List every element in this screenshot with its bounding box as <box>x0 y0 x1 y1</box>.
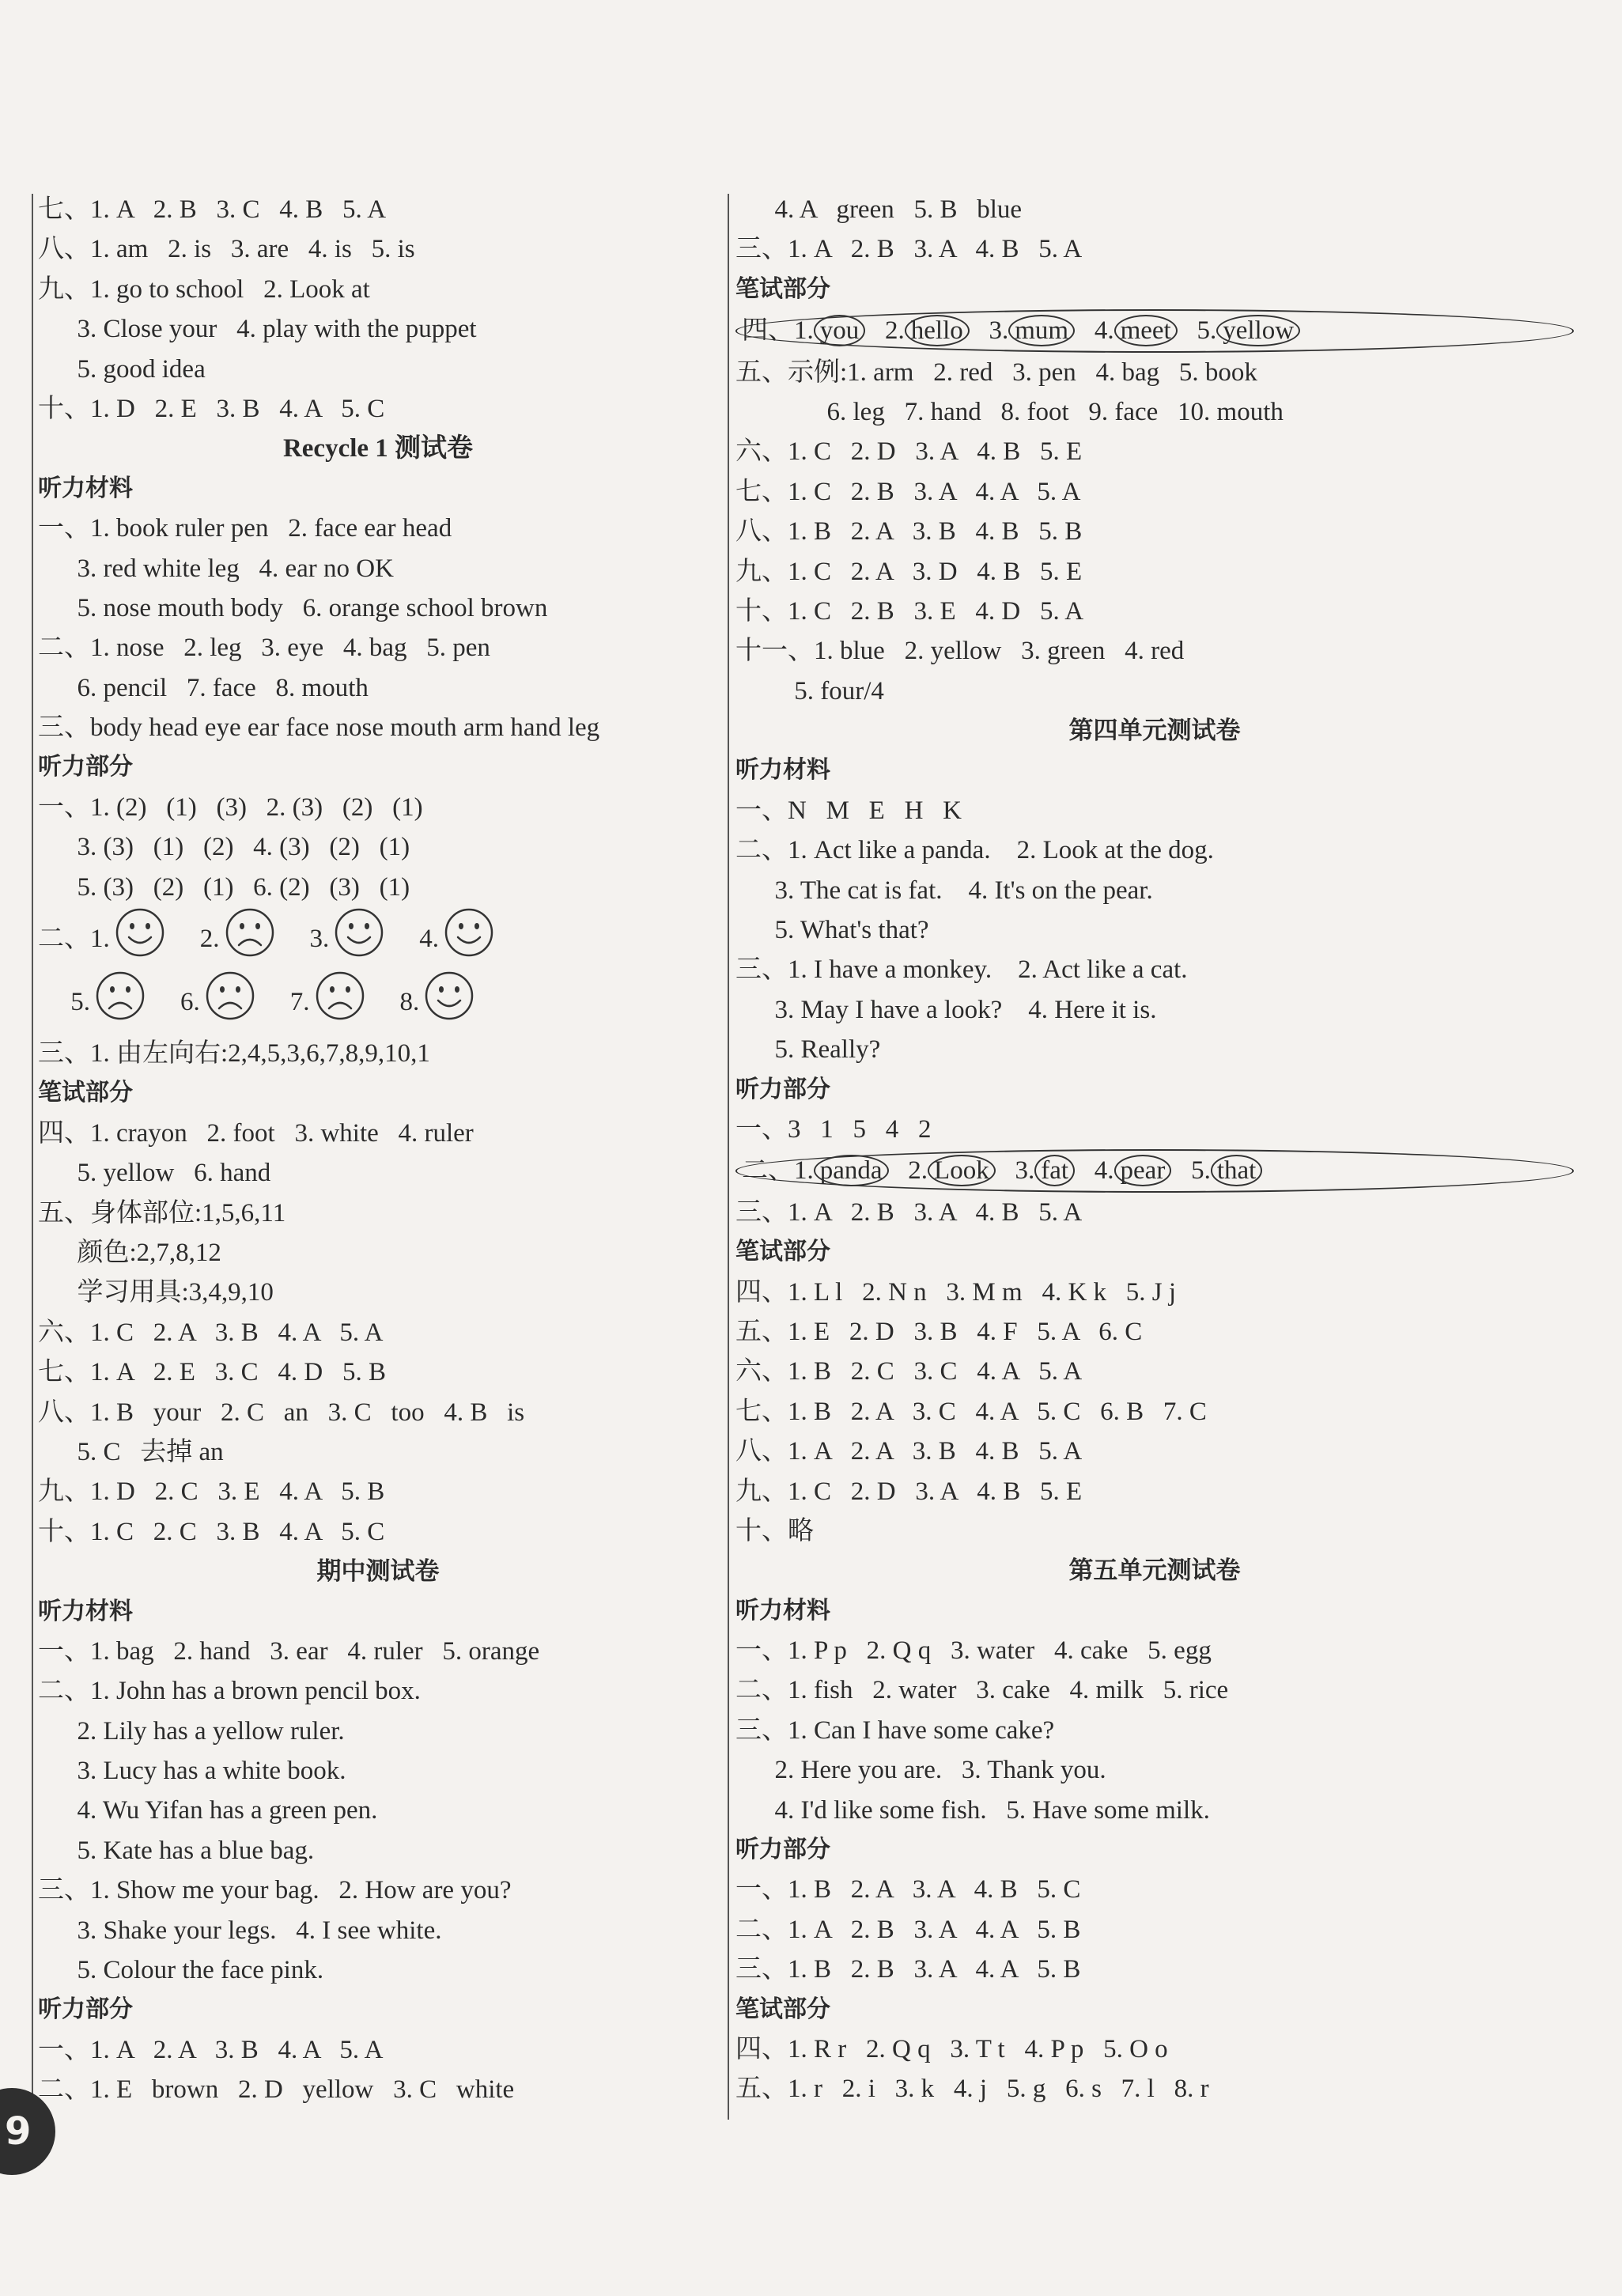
answer-line: 3. red white leg 4. ear no OK <box>38 554 394 583</box>
answer-number: 5. <box>1197 316 1217 346</box>
answer-line: 一、1. B 2. A 3. A 4. B 5. C <box>735 1875 1081 1905</box>
answer-line: 一、1. A 2. A 3. B 4. A 5. A <box>38 2035 384 2064</box>
spacer <box>865 316 885 345</box>
sad-face-icon <box>315 970 365 1033</box>
page-number: 9 <box>5 2109 32 2154</box>
answer-number: 5. <box>1191 1156 1211 1186</box>
answer-line: 3. (3) (1) (2) 4. (3) (2) (1) <box>38 833 410 862</box>
sad-face-icon <box>205 970 255 1033</box>
spacer <box>1075 1156 1095 1185</box>
answer-line: 一、1. bag 2. hand 3. ear 4. ruler 5. orange <box>38 1636 540 1666</box>
answer-line: 五、示例:1. arm 2. red 3. pen 4. bag 5. book <box>735 357 1257 387</box>
faces-row <box>38 970 718 1034</box>
answer-line: 三、1. I have a monkey. 2. Act like a cat. <box>735 955 1188 985</box>
answer-line: 一、N M E H K <box>735 796 962 825</box>
answer-line: 十、1. C 2. C 3. B 4. A 5. C <box>38 1517 385 1546</box>
left-rule <box>32 194 33 2120</box>
answer-line: 5. yellow 6. hand <box>38 1159 271 1188</box>
smiley-face-icon <box>115 907 165 970</box>
face-number: 5. <box>70 987 90 1016</box>
sad-face-icon <box>95 970 146 1033</box>
section-heading: 笔试部分 <box>735 1238 830 1266</box>
section-heading: 听力部分 <box>38 753 133 781</box>
section-heading: 笔试部分 <box>38 1079 133 1107</box>
faces-row <box>38 907 718 970</box>
answer-line: 九、1. D 2. C 3. E 4. A 5. B <box>38 1477 385 1507</box>
answer-line: 四、1. crayon 2. foot 3. white 4. ruler <box>38 1118 474 1148</box>
answer-number: 1. <box>794 1156 814 1186</box>
answer-line: 六、1. B 2. C 3. C 4. A 5. A <box>735 1357 1083 1386</box>
answer-number: 3. <box>989 316 1009 346</box>
column-divider <box>728 194 729 2120</box>
answer-line: 十一、1. blue 2. yellow 3. green 4. red <box>735 637 1185 666</box>
section-heading: 听力材料 <box>735 756 830 785</box>
answer-line: 5. nose mouth body 6. orange school brown <box>38 593 548 622</box>
test-title: Recycle 1 测试卷 <box>282 434 474 463</box>
face-answer <box>180 970 260 1033</box>
answer-line: 5. good idea <box>38 354 206 384</box>
answer-line: 四、1. L l 2. N n 3. M m 4. K k 5. J j <box>735 1277 1177 1307</box>
section-heading: 听力部分 <box>735 1836 830 1864</box>
face-answer <box>400 970 480 1033</box>
answer-line: 七、1. A 2. E 3. C 4. D 5. B <box>38 1358 387 1387</box>
face-number: 6. <box>180 987 200 1016</box>
faces-prefix <box>38 982 70 1022</box>
spacer <box>1075 316 1095 345</box>
test-title: 期中测试卷 <box>316 1557 440 1587</box>
answer-line: 五、1. r 2. i 3. k 4. j 5. g 6. s 7. l 8. r <box>735 2075 1209 2104</box>
face-answer <box>290 970 370 1033</box>
circled-word: that <box>1211 1155 1262 1186</box>
answer-line: 6. leg 7. hand 8. foot 9. face 10. mouth <box>735 397 1284 426</box>
spacer <box>1300 316 1320 345</box>
answer-line: 颜色:2,7,8,12 <box>38 1238 221 1267</box>
section-heading: 听力部分 <box>38 1995 133 2024</box>
smiley-face-icon <box>444 907 494 970</box>
face-number: 8. <box>399 987 420 1016</box>
answer-line: 4. I'd like some fish. 5. Have some milk. <box>735 1795 1210 1825</box>
answer-number: 3. <box>1015 1156 1035 1186</box>
answer-number: 2. <box>908 1156 928 1186</box>
face-answer <box>200 907 280 970</box>
answer-line: 6. pencil 7. face 8. mouth <box>38 673 369 702</box>
spacer <box>1171 1156 1191 1185</box>
circled-word: hello <box>905 315 970 346</box>
smiley-face-icon <box>334 907 384 970</box>
answer-line: 4. Wu Yifan has a green pen. <box>38 1796 378 1825</box>
answer-line: 十、略 <box>735 1516 814 1545</box>
answer-line: 二、1. Act like a panda. 2. Look at the dog. <box>735 836 1214 865</box>
answer-line: 九、1. C 2. D 3. A 4. B 5. E <box>735 1477 1083 1506</box>
answer-line: 二、1. fish 2. water 3. cake 4. milk 5. rice <box>735 1676 1229 1705</box>
face-answer <box>419 907 499 970</box>
circled-word: pear <box>1114 1155 1172 1186</box>
answer-line: 三、1. A 2. B 3. A 4. B 5. A <box>735 1197 1083 1227</box>
spacer <box>1262 1156 1282 1185</box>
answer-line: 5. Really? <box>735 1035 881 1065</box>
answer-line: 一、3 1 5 4 2 <box>735 1114 932 1144</box>
section-heading: 笔试部分 <box>735 274 830 303</box>
answer-number: 4. <box>1094 1156 1114 1186</box>
circled-word: meet <box>1114 315 1178 346</box>
answer-line: 三、1. Show me your bag. 2. How are you? <box>38 1876 512 1905</box>
spacer <box>889 1156 909 1185</box>
answer-line: 一、1. (2) (1) (3) 2. (3) (2) (1) <box>38 792 423 822</box>
answer-line: 三、1. Can I have some cake? <box>735 1715 1055 1745</box>
answer-line: 三、1. B 2. B 3. A 4. A 5. B <box>735 1955 1081 1984</box>
circled-word: Look <box>928 1155 996 1186</box>
answer-line: 四、1. R r 2. Q q 3. T t 4. P p 5. O o <box>735 2034 1168 2063</box>
answer-line: 5. C 去掉 an <box>38 1437 224 1466</box>
answer-line: 八、1. B 2. A 3. B 4. B 5. B <box>735 517 1083 547</box>
answer-line: 二、1. John has a brown pencil box. <box>38 1677 421 1706</box>
answer-line: 3. Close your 4. play with the puppet <box>38 315 477 344</box>
spacer <box>1178 316 1197 345</box>
answer-line: 三、body head eye ear face nose mouth arm hand leg <box>38 713 600 743</box>
answer-line: 二、1. A 2. B 3. A 4. A 5. B <box>735 1915 1081 1944</box>
answer-line: 3. Shake your legs. 4. I see white. <box>38 1916 442 1945</box>
spacer <box>970 316 989 345</box>
circled-word: panda <box>814 1155 889 1186</box>
circled-word: mum <box>1008 315 1075 346</box>
answer-line: 六、1. C 2. A 3. B 4. A 5. A <box>38 1318 384 1347</box>
answer-line: 十、1. D 2. E 3. B 4. A 5. C <box>38 394 385 423</box>
answer-line: 三、1. 由左向右:2,4,5,3,6,7,8,9,10,1 <box>38 1039 430 1069</box>
answer-line: 学习用具:3,4,9,10 <box>38 1278 274 1307</box>
right-column <box>735 190 1574 2109</box>
answer-line: 二、1. E brown 2. D yellow 3. C white <box>38 2075 515 2105</box>
row-prefix: 二、 <box>742 1156 794 1186</box>
answer-line: 4. A green 5. B blue <box>735 195 1023 224</box>
answer-line: 3. The cat is fat. 4. It's on the pear. <box>735 876 1153 905</box>
left-column <box>38 190 718 2110</box>
answer-number: 1. <box>794 316 814 346</box>
face-number: 3. <box>309 924 330 953</box>
answer-line: 七、1. A 2. B 3. C 4. B 5. A <box>38 195 387 224</box>
face-number: 2. <box>199 924 220 953</box>
answer-line: 2. Here you are. 3. Thank you. <box>735 1756 1106 1785</box>
answer-line: 5. (3) (2) (1) 6. (2) (3) (1) <box>38 872 410 902</box>
answer-line: 二、1. nose 2. leg 3. eye 4. bag 5. pen <box>38 634 490 663</box>
section-heading: 听力材料 <box>38 1597 133 1625</box>
spacer <box>996 1156 1015 1185</box>
section-heading: 听力材料 <box>38 474 133 502</box>
section-heading: 笔试部分 <box>735 1995 830 2023</box>
row-prefix: 四、 <box>742 316 794 346</box>
answer-line: 3. Lucy has a white book. <box>38 1757 346 1786</box>
answer-line: 一、1. book ruler pen 2. face ear head <box>38 514 452 543</box>
answer-line: 3. May I have a look? 4. Here it is. <box>735 995 1157 1024</box>
answer-line: 三、1. A 2. B 3. A 4. B 5. A <box>735 235 1083 264</box>
test-title: 第五单元测试卷 <box>1068 1557 1241 1586</box>
answer-line: 六、1. C 2. D 3. A 4. B 5. E <box>735 437 1083 467</box>
section-heading: 听力部分 <box>735 1075 830 1103</box>
answer-line: 七、1. C 2. B 3. A 4. A 5. A <box>735 477 1081 506</box>
face-answer <box>70 970 150 1033</box>
answer-line: 八、1. am 2. is 3. are 4. is 5. is <box>38 235 415 264</box>
faces-prefix: 二、 <box>38 924 90 953</box>
answer-line: 5. Kate has a blue bag. <box>38 1836 315 1865</box>
face-answer <box>310 907 390 970</box>
answer-line: 十、1. C 2. B 3. E 4. D 5. A <box>735 596 1084 626</box>
answer-line: 5. four/4 <box>735 676 884 705</box>
sad-face-icon <box>225 907 275 970</box>
answer-number: 4. <box>1094 316 1114 346</box>
circled-word: fat <box>1034 1155 1075 1186</box>
face-answer <box>90 907 170 970</box>
circled-word: yellow <box>1216 315 1300 346</box>
circled-answers-row <box>735 309 1574 352</box>
test-title: 第四单元测试卷 <box>1068 717 1241 746</box>
answer-line: 九、1. go to school 2. Look at <box>38 274 370 304</box>
answer-line: 2. Lily has a yellow ruler. <box>38 1716 345 1746</box>
answer-number: 2. <box>885 316 905 346</box>
answer-line: 5. What's that? <box>735 916 929 945</box>
smiley-face-icon <box>424 970 475 1033</box>
face-number: 1. <box>90 924 110 953</box>
circled-word: you <box>814 315 866 346</box>
answer-line: 五、1. E 2. D 3. B 4. F 5. A 6. C <box>735 1317 1143 1346</box>
section-heading: 听力材料 <box>735 1596 830 1625</box>
face-number: 7. <box>289 987 310 1016</box>
answer-line: 八、1. B your 2. C an 3. C too 4. B is <box>38 1398 525 1427</box>
circled-answers-row <box>735 1149 1574 1192</box>
answer-line: 5. Colour the face pink. <box>38 1956 324 1985</box>
answer-line: 一、1. P p 2. Q q 3. water 4. cake 5. egg <box>735 1636 1212 1666</box>
answer-line: 八、1. A 2. A 3. B 4. B 5. A <box>735 1437 1083 1466</box>
answer-line: 五、身体部位:1,5,6,11 <box>38 1198 286 1227</box>
face-number: 4. <box>419 924 439 953</box>
answer-line: 九、1. C 2. A 3. D 4. B 5. E <box>735 557 1083 586</box>
answer-line: 七、1. B 2. A 3. C 4. A 5. C 6. B 7. C <box>735 1397 1207 1426</box>
